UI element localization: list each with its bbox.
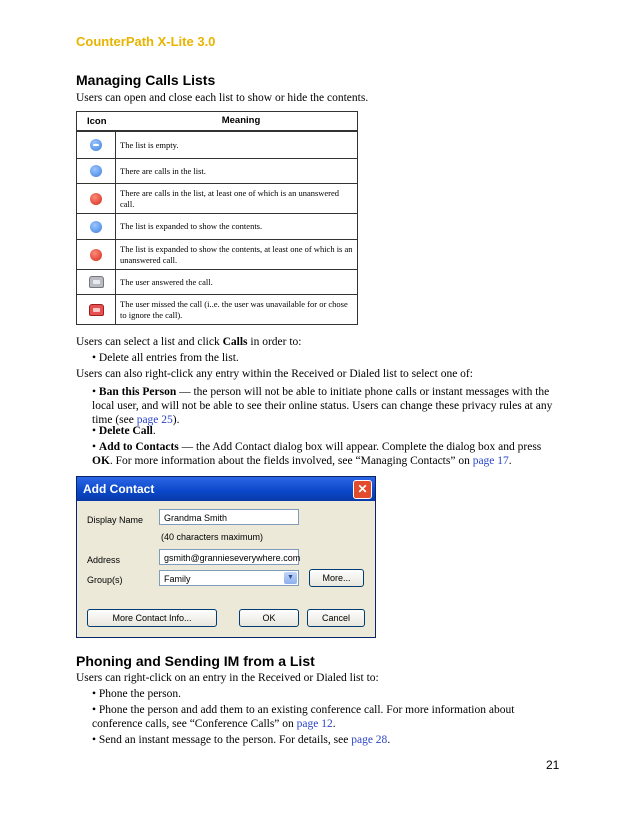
close-icon[interactable]: ✕ <box>353 480 372 499</box>
group-select[interactable]: Family ▼ <box>159 570 299 586</box>
row-meaning: The list is expanded to show the contents. <box>120 221 263 232</box>
section-title-managing-calls: Managing Calls Lists <box>76 72 216 88</box>
header-meaning: Meaning <box>221 114 261 126</box>
table-row <box>77 269 357 294</box>
icon-meaning-table <box>76 111 358 325</box>
dialog-title: Add Contact <box>83 482 155 496</box>
page-25-link[interactable]: page 25 <box>136 414 173 426</box>
intro-text: Users can open and close each list to show or hide the contents. <box>76 92 369 104</box>
more-button[interactable]: More... <box>309 569 364 587</box>
row-meaning: There are calls in the list, at least one of which is an unanswered call. <box>120 188 340 209</box>
row-meaning: The user missed the call (i..e. the user was unavailable for or chose to ignore the call). <box>120 299 348 320</box>
rightclick-text: Users can also right-click any entry within the Received or Dialed list to select one of: <box>76 368 473 380</box>
group-label: Group(s) <box>87 575 123 585</box>
bullet-ban: • Ban this Person — the person will not be able to initiate phone calls or instant messages with the local user, and will not be able to see their online status. Users can change these privacy rules at any time (see page 25). <box>92 386 553 426</box>
expanded-unanswered-icon <box>90 249 102 261</box>
cancel-button[interactable]: Cancel <box>307 609 365 627</box>
row-meaning: There are calls in the list. <box>120 165 206 176</box>
bullet-add-contacts: • Add to Contacts — the Add Contact dialog box will appear. Complete the dialog box and press OK. For more information about the fields involved, see “Managing Contacts” on page 17. <box>92 441 542 467</box>
section-title-phoning: Phoning and Sending IM from a List <box>76 653 315 669</box>
add-contact-dialog <box>76 476 376 638</box>
bullet-im: • Send an instant message to the person. For details, see page 28. <box>92 734 391 746</box>
display-name-label: Display Name <box>87 515 144 525</box>
address-label: Address <box>87 555 121 565</box>
bullet-phone: • Phone the person. <box>92 688 181 700</box>
header-icon: Icon <box>87 115 107 127</box>
missed-phone-icon <box>89 304 104 316</box>
more-contact-info-button[interactable]: More Contact Info... <box>87 609 217 627</box>
collapsed-unanswered-icon <box>90 193 102 205</box>
row-meaning: The user answered the call. <box>120 276 213 287</box>
running-header: CounterPath X-Lite 3.0 <box>76 34 216 49</box>
display-name-field[interactable]: Grandma Smith <box>159 509 299 525</box>
table-row <box>77 183 357 213</box>
page-17-link[interactable]: page 17 <box>472 455 509 467</box>
row-meaning: The list is expanded to show the contents, at least one of which is an unanswered call. <box>120 244 353 265</box>
address-field[interactable]: gsmith@grannieseverywhere.com <box>159 549 299 565</box>
collapsed-calls-icon <box>90 165 102 177</box>
phoning-intro: Users can right-click on an entry in the Received or Dialed list to: <box>76 672 379 684</box>
bullet-delete-call: • Delete Call. <box>92 425 156 437</box>
table-row <box>77 158 357 183</box>
table-row <box>77 239 357 269</box>
page-28-link[interactable]: page 28 <box>351 734 388 746</box>
collapsed-empty-icon <box>90 139 102 151</box>
row-meaning: The list is empty. <box>120 139 179 150</box>
table-header <box>77 112 357 131</box>
page-12-link[interactable]: page 12 <box>296 718 333 730</box>
table-row <box>77 213 357 239</box>
bullet-conference: • Phone the person and add them to an existing conference call. For more information about conference calls, see “Conference Calls” on page 12. <box>92 704 515 730</box>
table-row <box>77 131 357 158</box>
chevron-down-icon[interactable]: ▼ <box>284 572 297 584</box>
ok-button[interactable]: OK <box>239 609 299 627</box>
table-row <box>77 294 357 324</box>
dialog-titlebar <box>77 477 375 501</box>
select-list-text: Users can select a list and click Calls in order to: <box>76 336 302 348</box>
bullet-delete-all: • Delete all entries from the list. <box>92 352 239 364</box>
answered-phone-icon <box>89 276 104 288</box>
chars-hint: (40 characters maximum) <box>161 532 264 542</box>
page-number: 21 <box>546 758 560 772</box>
expanded-icon <box>90 221 102 233</box>
